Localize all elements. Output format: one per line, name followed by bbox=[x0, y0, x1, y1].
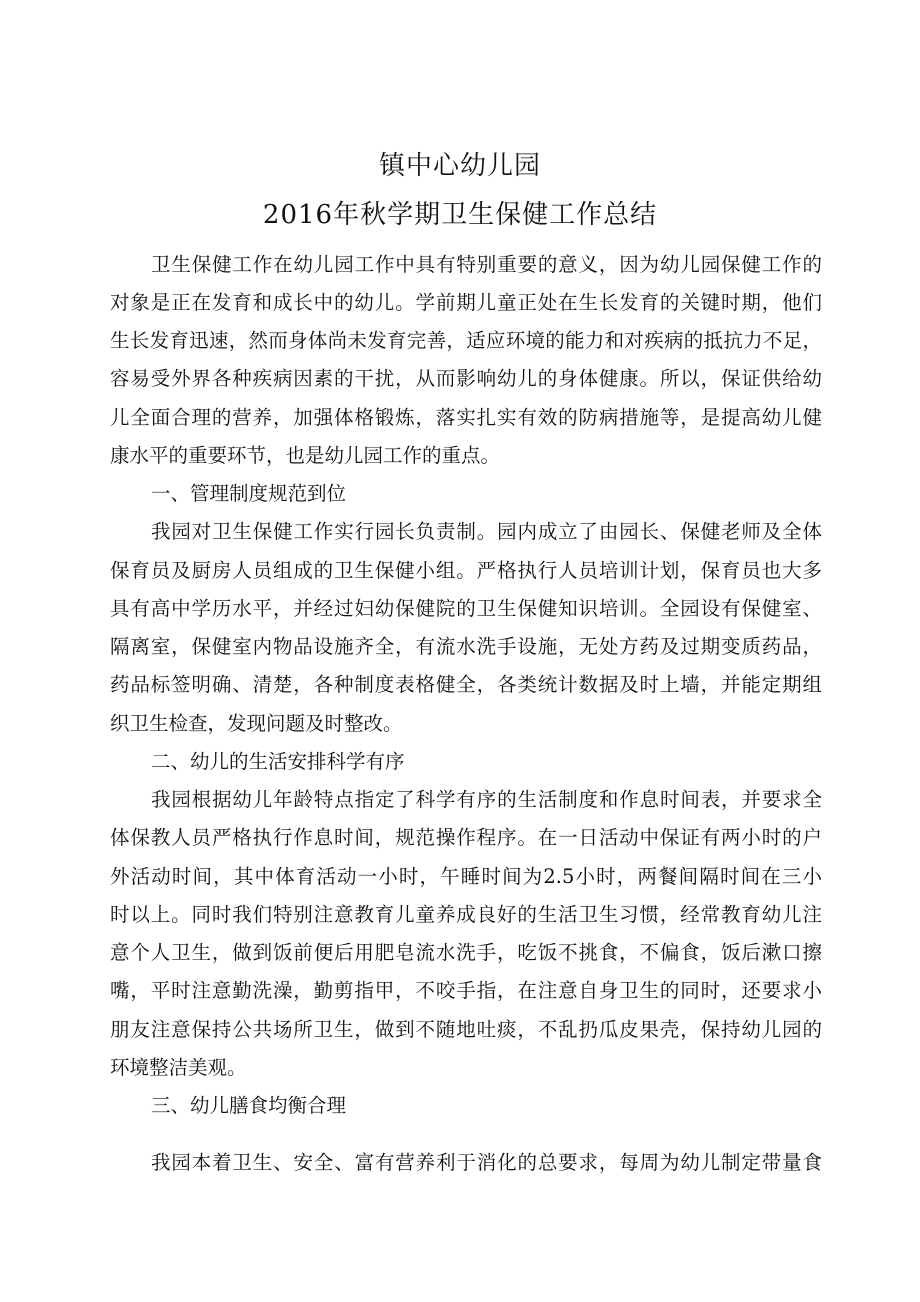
paragraph-line: 儿全面合理的营养，加强体格锻炼，落实扎实有效的防病措施等，是提高幼儿健 bbox=[110, 406, 822, 429]
paragraph-line: 朋友注意保持公共场所卫生，做到不随地吐痰，不乱扔瓜皮果壳，保持幼儿园的 bbox=[110, 1018, 822, 1041]
section-heading-management: 一、管理制度规范到位 bbox=[151, 482, 347, 505]
paragraph-line: 意个人卫生，做到饭前便后用肥皂流水洗手，吃饭不挑食，不偏食，饭后漱口擦 bbox=[110, 941, 822, 964]
paragraph-line: 织卫生检查，发现问题及时整改。 bbox=[110, 712, 403, 735]
paragraph-line: 我园根据幼儿年龄特点指定了科学有序的生活制度和作息时间表，并要求全 bbox=[151, 788, 822, 811]
paragraph-line: 时以上。同时我们特别注意教育儿童养成良好的生活卫生习惯，经常教育幼儿注 bbox=[110, 903, 822, 926]
section-heading-daily-life: 二、幼儿的生活安排科学有序 bbox=[151, 750, 405, 773]
paragraph-line: 隔离室，保健室内物品设施齐全，有流水洗手设施，无处方药及过期变质药品， bbox=[110, 635, 822, 658]
paragraph-line: 环境整洁美观。 bbox=[110, 1056, 247, 1079]
paragraph-line: 外活动时间，其中体育活动一小时，午睡时间为2.5小时，两餐间隔时间在三小 bbox=[110, 865, 822, 888]
paragraph-line: 康水平的重要环节，也是幼儿园工作的重点。 bbox=[110, 444, 501, 467]
paragraph-line: 具有高中学历水平，并经过妇幼保健院的卫生保健知识培训。全园设有保健室、 bbox=[110, 597, 822, 620]
paragraph-line: 体保教人员严格执行作息时间，规范操作程序。在一日活动中保证有两小时的户 bbox=[110, 826, 822, 849]
paragraph-line: 药品标签明确、清楚，各种制度表格健全，各类统计数据及时上墙，并能定期组 bbox=[110, 673, 822, 696]
paragraph-line: 保育员及厨房人员组成的卫生保健小组。严格执行人员培训计划，保育员也大多 bbox=[110, 559, 822, 582]
section-heading-diet: 三、幼儿膳食均衡合理 bbox=[151, 1094, 347, 1117]
paragraph-line: 我园对卫生保健工作实行园长负责制。园内成立了由园长、保健老师及全体 bbox=[151, 520, 822, 543]
paragraph-line: 对象是正在发育和成长中的幼儿。学前期儿童正处在生长发育的关键时期，他们 bbox=[110, 291, 822, 314]
document-title-school: 镇中心幼儿园 bbox=[378, 151, 541, 181]
document-title-report: 2016年秋学期卫生保健工作总结 bbox=[262, 200, 658, 230]
paragraph-line: 嘴，平时注意勤洗澡，勤剪指甲，不咬手指，在注意自身卫生的同时，还要求小 bbox=[110, 979, 822, 1002]
paragraph-line: 我园本着卫生、安全、富有营养利于消化的总要求，每周为幼儿制定带量食 bbox=[151, 1151, 822, 1174]
paragraph-line: 生长发育迅速，然而身体尚未发育完善，适应环境的能力和对疾病的抵抗力不足， bbox=[110, 329, 822, 352]
paragraph-line: 卫生保健工作在幼儿园工作中具有特别重要的意义，因为幼儿园保健工作的 bbox=[151, 253, 822, 276]
paragraph-line: 容易受外界各种疾病因素的干扰，从而影响幼儿的身体健康。所以，保证供给幼 bbox=[110, 367, 822, 390]
